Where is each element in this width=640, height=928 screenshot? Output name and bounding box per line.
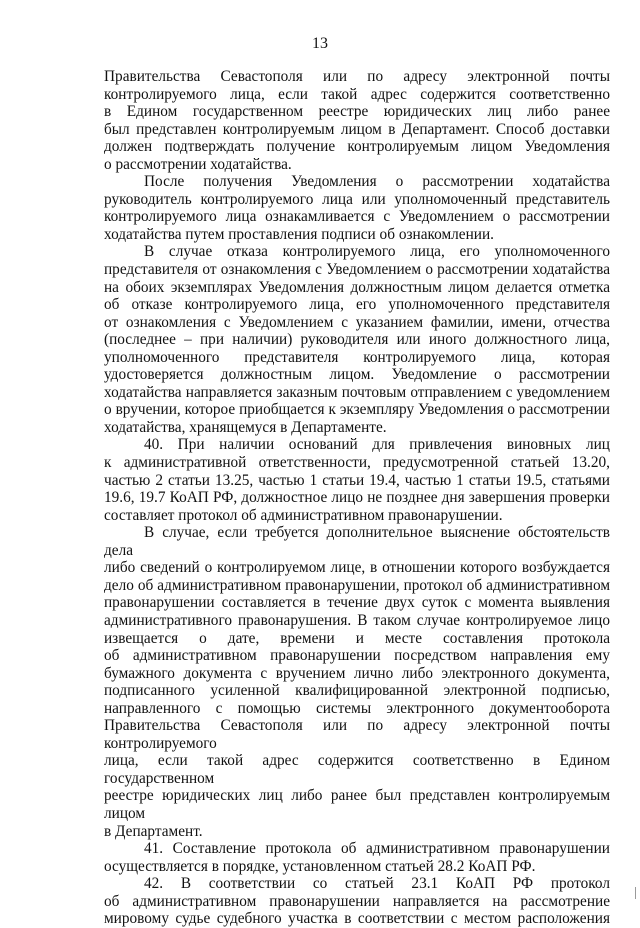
text-line: Правительства Севастополя или по адресу электронной почты контролируемого bbox=[104, 717, 610, 752]
text-line: ходатайства направляется заказным почтовым отправлением с уведомлением bbox=[104, 383, 610, 401]
text-line: об отказе контролируемого лица, его уполномоченного представителя bbox=[104, 296, 610, 314]
text-line: контролируемого лица, если такой адрес содержится соответственно bbox=[104, 85, 610, 103]
text-line: В случае, если требуется дополнительное выяснение обстоятельств дела bbox=[104, 524, 610, 559]
text-line: направленного с помощью системы электронного документооборота bbox=[104, 699, 610, 717]
scan-edge-mark bbox=[631, 887, 636, 899]
text-line: на обоих экземплярах Уведомления должностным лицом делается отметка bbox=[104, 278, 610, 296]
text-line: от ознакомления с Уведомлением с указанием фамилии, имени, отчества bbox=[104, 313, 610, 331]
text-line: об административном правонарушении направляется на рассмотрение bbox=[104, 892, 610, 910]
text-line: ходатайства, хранящемуся в Департаменте. bbox=[104, 418, 387, 436]
text-line: контролируемого лица ознакамливается с Уведомлением о рассмотрении bbox=[104, 208, 610, 226]
text-line: в Едином государственном реестре юридических лиц либо ранее bbox=[104, 103, 610, 121]
text-line: мировому судье судебного участка в соответствии с местом расположения bbox=[104, 910, 610, 928]
text-line: административного правонарушения. В таком случае контролируемое лицо bbox=[104, 611, 610, 629]
text-line: извещается о дате, времени и месте составления протокола bbox=[104, 629, 610, 647]
text-line: 19.6, 19.7 КоАП РФ, должностное лицо не позднее дня завершения проверки bbox=[104, 489, 610, 507]
text-line: должен подтверждать получение контролируемым лицом Уведомления bbox=[104, 138, 610, 156]
text-line: уполномоченного представителя контролируемого лица, которая bbox=[104, 348, 610, 366]
page-number: 13 bbox=[312, 35, 328, 52]
text-line: дело об административном правонарушении, протокол об административном bbox=[104, 576, 610, 594]
text-line: о вручении, которое приобщается к экземпляру Уведомления о рассмотрении bbox=[104, 401, 610, 419]
text-line: руководитель контролируемого лица или уполномоченный представитель bbox=[104, 190, 610, 208]
text-line: представителя от ознакомления с Уведомлением о рассмотрении ходатайства bbox=[104, 261, 610, 279]
text-line: частью 2 статьи 13.25, частью 1 статьи 19.4, частью 1 статьи 19.5, статьями bbox=[104, 471, 610, 489]
text-line: осуществляется в порядке, установленном статьей 28.2 КоАП РФ. bbox=[104, 857, 536, 875]
text-line: удостоверяется должностным лицом. Уведомление о рассмотрении bbox=[104, 366, 610, 384]
text-line: 42. В соответствии со статьей 23.1 КоАП РФ протокол bbox=[144, 875, 610, 893]
document-body bbox=[104, 68, 610, 928]
text-line: в Департамент. bbox=[104, 822, 203, 840]
text-line: 41. Составление протокола об административном правонарушении bbox=[144, 840, 610, 858]
text-line: Правительства Севастополя или по адресу электронной почты bbox=[104, 68, 610, 85]
text-line: лица, если такой адрес содержится соответственно в Едином государственном bbox=[104, 752, 610, 787]
text-line: о рассмотрении ходатайства. bbox=[104, 155, 292, 173]
text-line: бумажного документа с вручением лично либо электронного документа, bbox=[104, 664, 610, 682]
text-line: (последнее – при наличии) руководителя или иного должностного лица, bbox=[104, 331, 610, 349]
text-line: составляет протокол об административном правонарушении. bbox=[104, 506, 503, 524]
text-line: 40. При наличии оснований для привлечения виновных лиц bbox=[144, 436, 610, 454]
text-line: реестре юридических лиц либо ранее был представлен контролируемым лицом bbox=[104, 787, 610, 822]
text-line: ходатайства путем проставления подписи об ознакомлении. bbox=[104, 225, 494, 243]
text-line: об административном правонарушении посредством направления ему bbox=[104, 647, 610, 665]
text-line: правонарушении составляется в течение двух суток с момента выявления bbox=[104, 594, 610, 612]
text-line: В случае отказа контролируемого лица, его уполномоченного bbox=[144, 243, 610, 261]
text-line: либо сведений о контролируемом лице, в отношении которого возбуждается bbox=[104, 559, 610, 577]
text-line: После получения Уведомления о рассмотрении ходатайства bbox=[144, 173, 610, 191]
text-line: был представлен контролируемым лицом в Департамент. Способ доставки bbox=[104, 120, 610, 138]
text-line: подписанного усиленной квалифицированной электронной подписью, bbox=[104, 682, 610, 700]
text-line: к административной ответственности, предусмотренной статьей 13.20, bbox=[104, 454, 610, 472]
